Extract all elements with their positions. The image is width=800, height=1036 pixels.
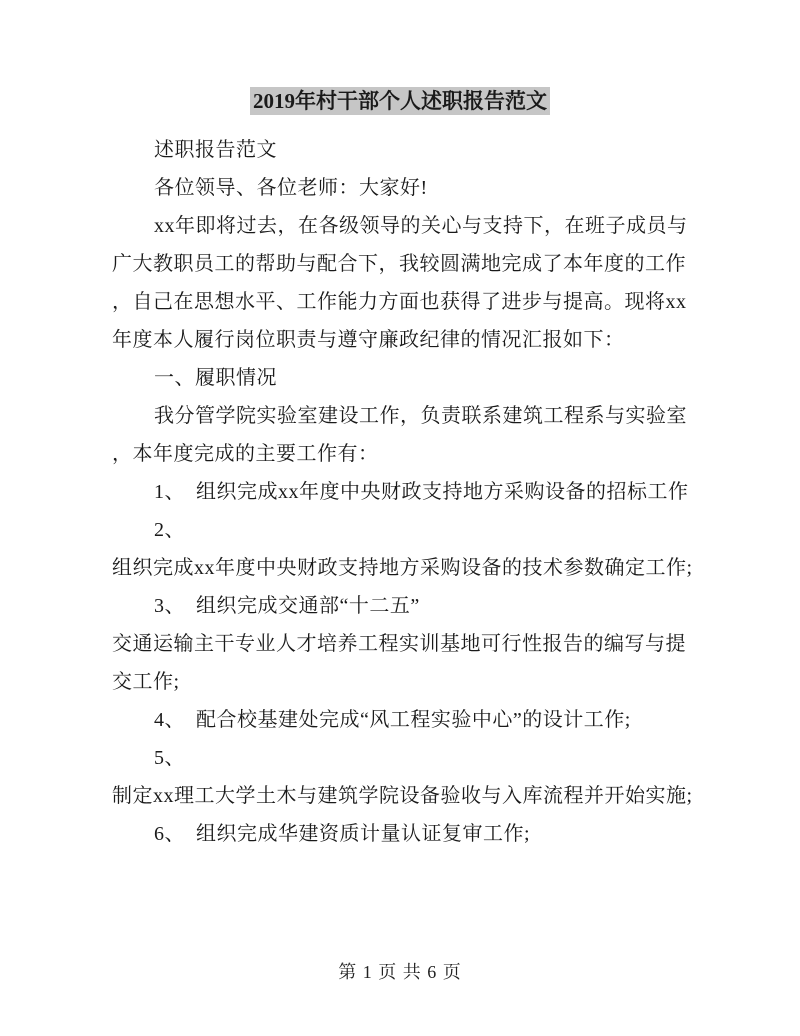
text-line: 4、 配合校基建处完成“风工程实验中心”的设计工作; [154, 709, 631, 731]
text-line: 交通运输主干专业人才培养工程实训基地可行性报告的编写与提 [112, 633, 686, 655]
page-footer [0, 959, 800, 985]
text-line: 一、履职情况 [154, 367, 277, 389]
text-line: 广大教职员工的帮助与配合下，我较圆满地完成了本年度的工作 [112, 253, 686, 275]
text-line: 2、 [154, 519, 185, 541]
text-line: 交工作; [112, 671, 180, 693]
text-line: 组织完成xx年度中央财政支持地方采购设备的技术参数确定工作; [112, 557, 693, 579]
text-line: 6、 组织完成华建资质计量认证复审工作; [154, 823, 531, 845]
text-line: 制定xx理工大学土木与建筑学院设备验收与入库流程并开始实施; [112, 785, 693, 807]
text-line: 年度本人履行岗位职责与遵守廉政纪律的情况汇报如下： [112, 329, 625, 351]
page-number-text: 第 1 页 共 6 页 [338, 962, 462, 982]
document-title [0, 86, 800, 117]
text-line: 5、 [154, 747, 185, 769]
text-line: 各位领导、各位老师：大家好! [154, 177, 428, 199]
text-line: 1、 组织完成xx年度中央财政支持地方采购设备的招标工作 [154, 481, 689, 503]
text-line: 我分管学院实验室建设工作，负责联系建筑工程系与实验室 [154, 405, 687, 427]
document-body [112, 131, 696, 853]
text-line: xx年即将过去，在各级领导的关心与支持下，在班子成员与 [154, 215, 688, 237]
text-line: 3、 组织完成交通部“十二五” [154, 595, 420, 617]
text-line: ，自己在思想水平、工作能力方面也获得了进步与提高。现将xx [112, 291, 687, 313]
text-line: ，本年度完成的主要工作有： [112, 443, 379, 465]
text-line: 述职报告范文 [154, 139, 277, 161]
title-highlight-text: 2019年村干部个人述职报告范文 [250, 87, 550, 115]
